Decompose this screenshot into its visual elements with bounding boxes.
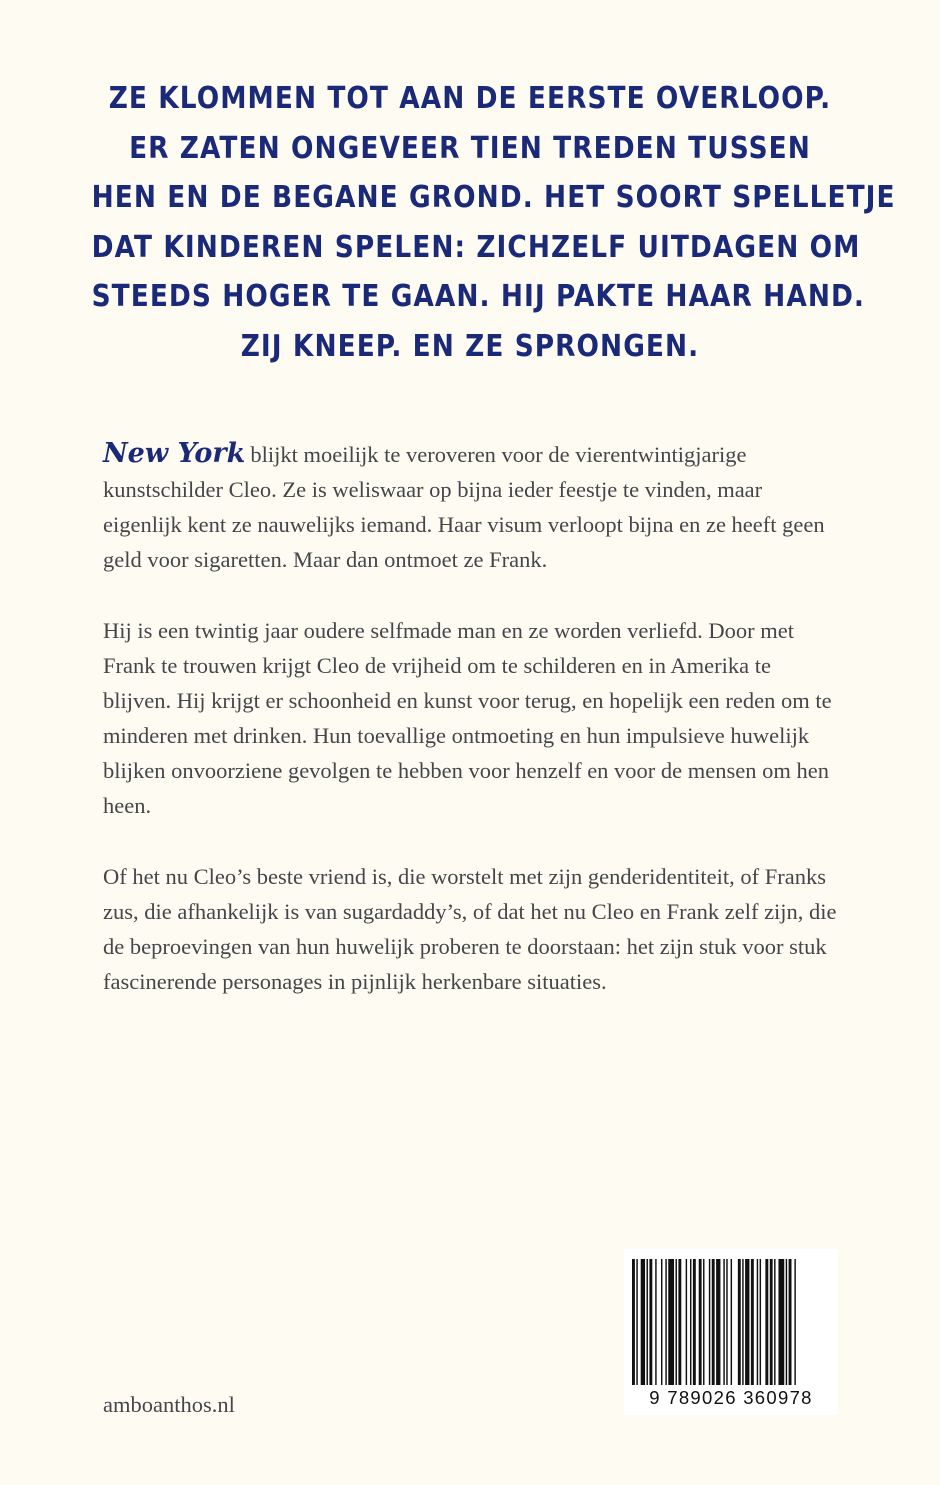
barcode-bar — [690, 1259, 691, 1385]
barcode-bar — [703, 1259, 704, 1385]
barcode-bar — [789, 1259, 792, 1385]
quote-line: ER ZATEN ONGEVEER TIEN TREDEN TUSSEN — [129, 130, 811, 166]
barcode-bar — [778, 1259, 784, 1385]
barcode-bar — [647, 1259, 648, 1385]
barcode-bars — [632, 1259, 830, 1385]
blurb-paragraph-2: Hij is een twintig jaar oudere selfmade man en ze worden verliefd. Door met Frank te trouwen krijgt Cleo de vrijheid om te schilderen en in Amerika te blijven. Hij krijgt er schoonheid en kunst voor terug, en hopelijk een reden om te minderen met drinken. Hun toevallige ontmoeting en hun impulsieve huwelijk blijken onvoorziene gevolgen te hebben voor henzelf en voor de mensen om hen heen. — [103, 618, 832, 818]
barcode-bar — [641, 1259, 645, 1385]
barcode-bar — [765, 1259, 768, 1385]
barcode-bar — [693, 1259, 696, 1385]
barcode-bar — [716, 1259, 720, 1385]
barcode-bar — [774, 1259, 775, 1385]
barcode-bar — [655, 1259, 656, 1385]
pull-quote — [40, 74, 900, 371]
barcode-bar — [661, 1259, 662, 1385]
barcode-bar — [794, 1259, 795, 1385]
barcode-bar — [751, 1259, 754, 1385]
isbn-number: 9 789026 360978 — [649, 1387, 813, 1408]
quote-line: DAT KINDEREN SPELEN: ZICHZELF UITDAGEN OM — [91, 229, 861, 265]
blurb-paragraph-1-text: blijkt moeilijk te veroveren voor de vierentwintigjarige kunstschilder Cleo. Ze is weliswaar op bijna ieder feestje te vinden, maar eigenlijk kent ze nauwelijks iemand. Haar visum verloopt bijna en ze heeft geen geld voor sigaretten. Maar dan ontmoet ze Frank. — [103, 442, 825, 572]
quote-line: HEN EN DE BEGANE GROND. HET SOORT SPELLETJE — [91, 180, 896, 215]
barcode-bar — [738, 1259, 741, 1385]
barcode-bar — [742, 1259, 743, 1385]
barcode-bar — [760, 1259, 761, 1385]
quote-line: STEEDS HOGER TE GAAN. HIJ PAKTE HAAR HAND. — [91, 279, 866, 314]
barcode-bar — [709, 1259, 710, 1385]
barcode-bar — [786, 1259, 787, 1385]
barcode-bar — [665, 1259, 666, 1385]
barcode-bar — [745, 1259, 749, 1385]
barcode-bar — [770, 1259, 773, 1385]
blurb-lead-phrase: New York — [103, 438, 246, 469]
barcode-bar — [723, 1259, 724, 1385]
blurb-paragraph-3: Of het nu Cleo’s beste vriend is, die worstelt met zijn genderidentiteit, of Franks zus, die afhankelijk is van sugardaddy’s, of dat het nu Cleo en Frank zelf zijn, die de beproevingen van hun huwelijk proberen te doorstaan: het zijn stuk voor stuk fascinerende personages in pijnlijk herkenbare situaties. — [103, 864, 837, 994]
barcode-bar — [668, 1259, 674, 1385]
barcode-bar — [649, 1259, 652, 1385]
isbn-barcode — [624, 1249, 838, 1415]
barcode-bar — [712, 1259, 715, 1385]
quote-line: ZE KLOMMEN TOT AAN DE EERSTE OVERLOOP. — [108, 81, 832, 116]
barcode-bar — [636, 1259, 637, 1385]
blurb-paragraph-1 — [103, 436, 843, 577]
barcode-bar — [632, 1259, 635, 1385]
barcode-bar — [757, 1259, 758, 1385]
barcode-bar — [699, 1259, 702, 1385]
barcode-bar — [686, 1259, 687, 1385]
barcode-bar — [731, 1259, 732, 1385]
barcode-bar — [726, 1259, 727, 1385]
quote-line: ZIJ KNEEP. EN ZE SPRONGEN. — [240, 328, 700, 364]
barcode-bar — [678, 1259, 681, 1385]
publisher-website: amboanthos.nl — [103, 1392, 235, 1417]
blurb-text — [103, 436, 843, 1035]
barcode-bar — [676, 1259, 677, 1385]
